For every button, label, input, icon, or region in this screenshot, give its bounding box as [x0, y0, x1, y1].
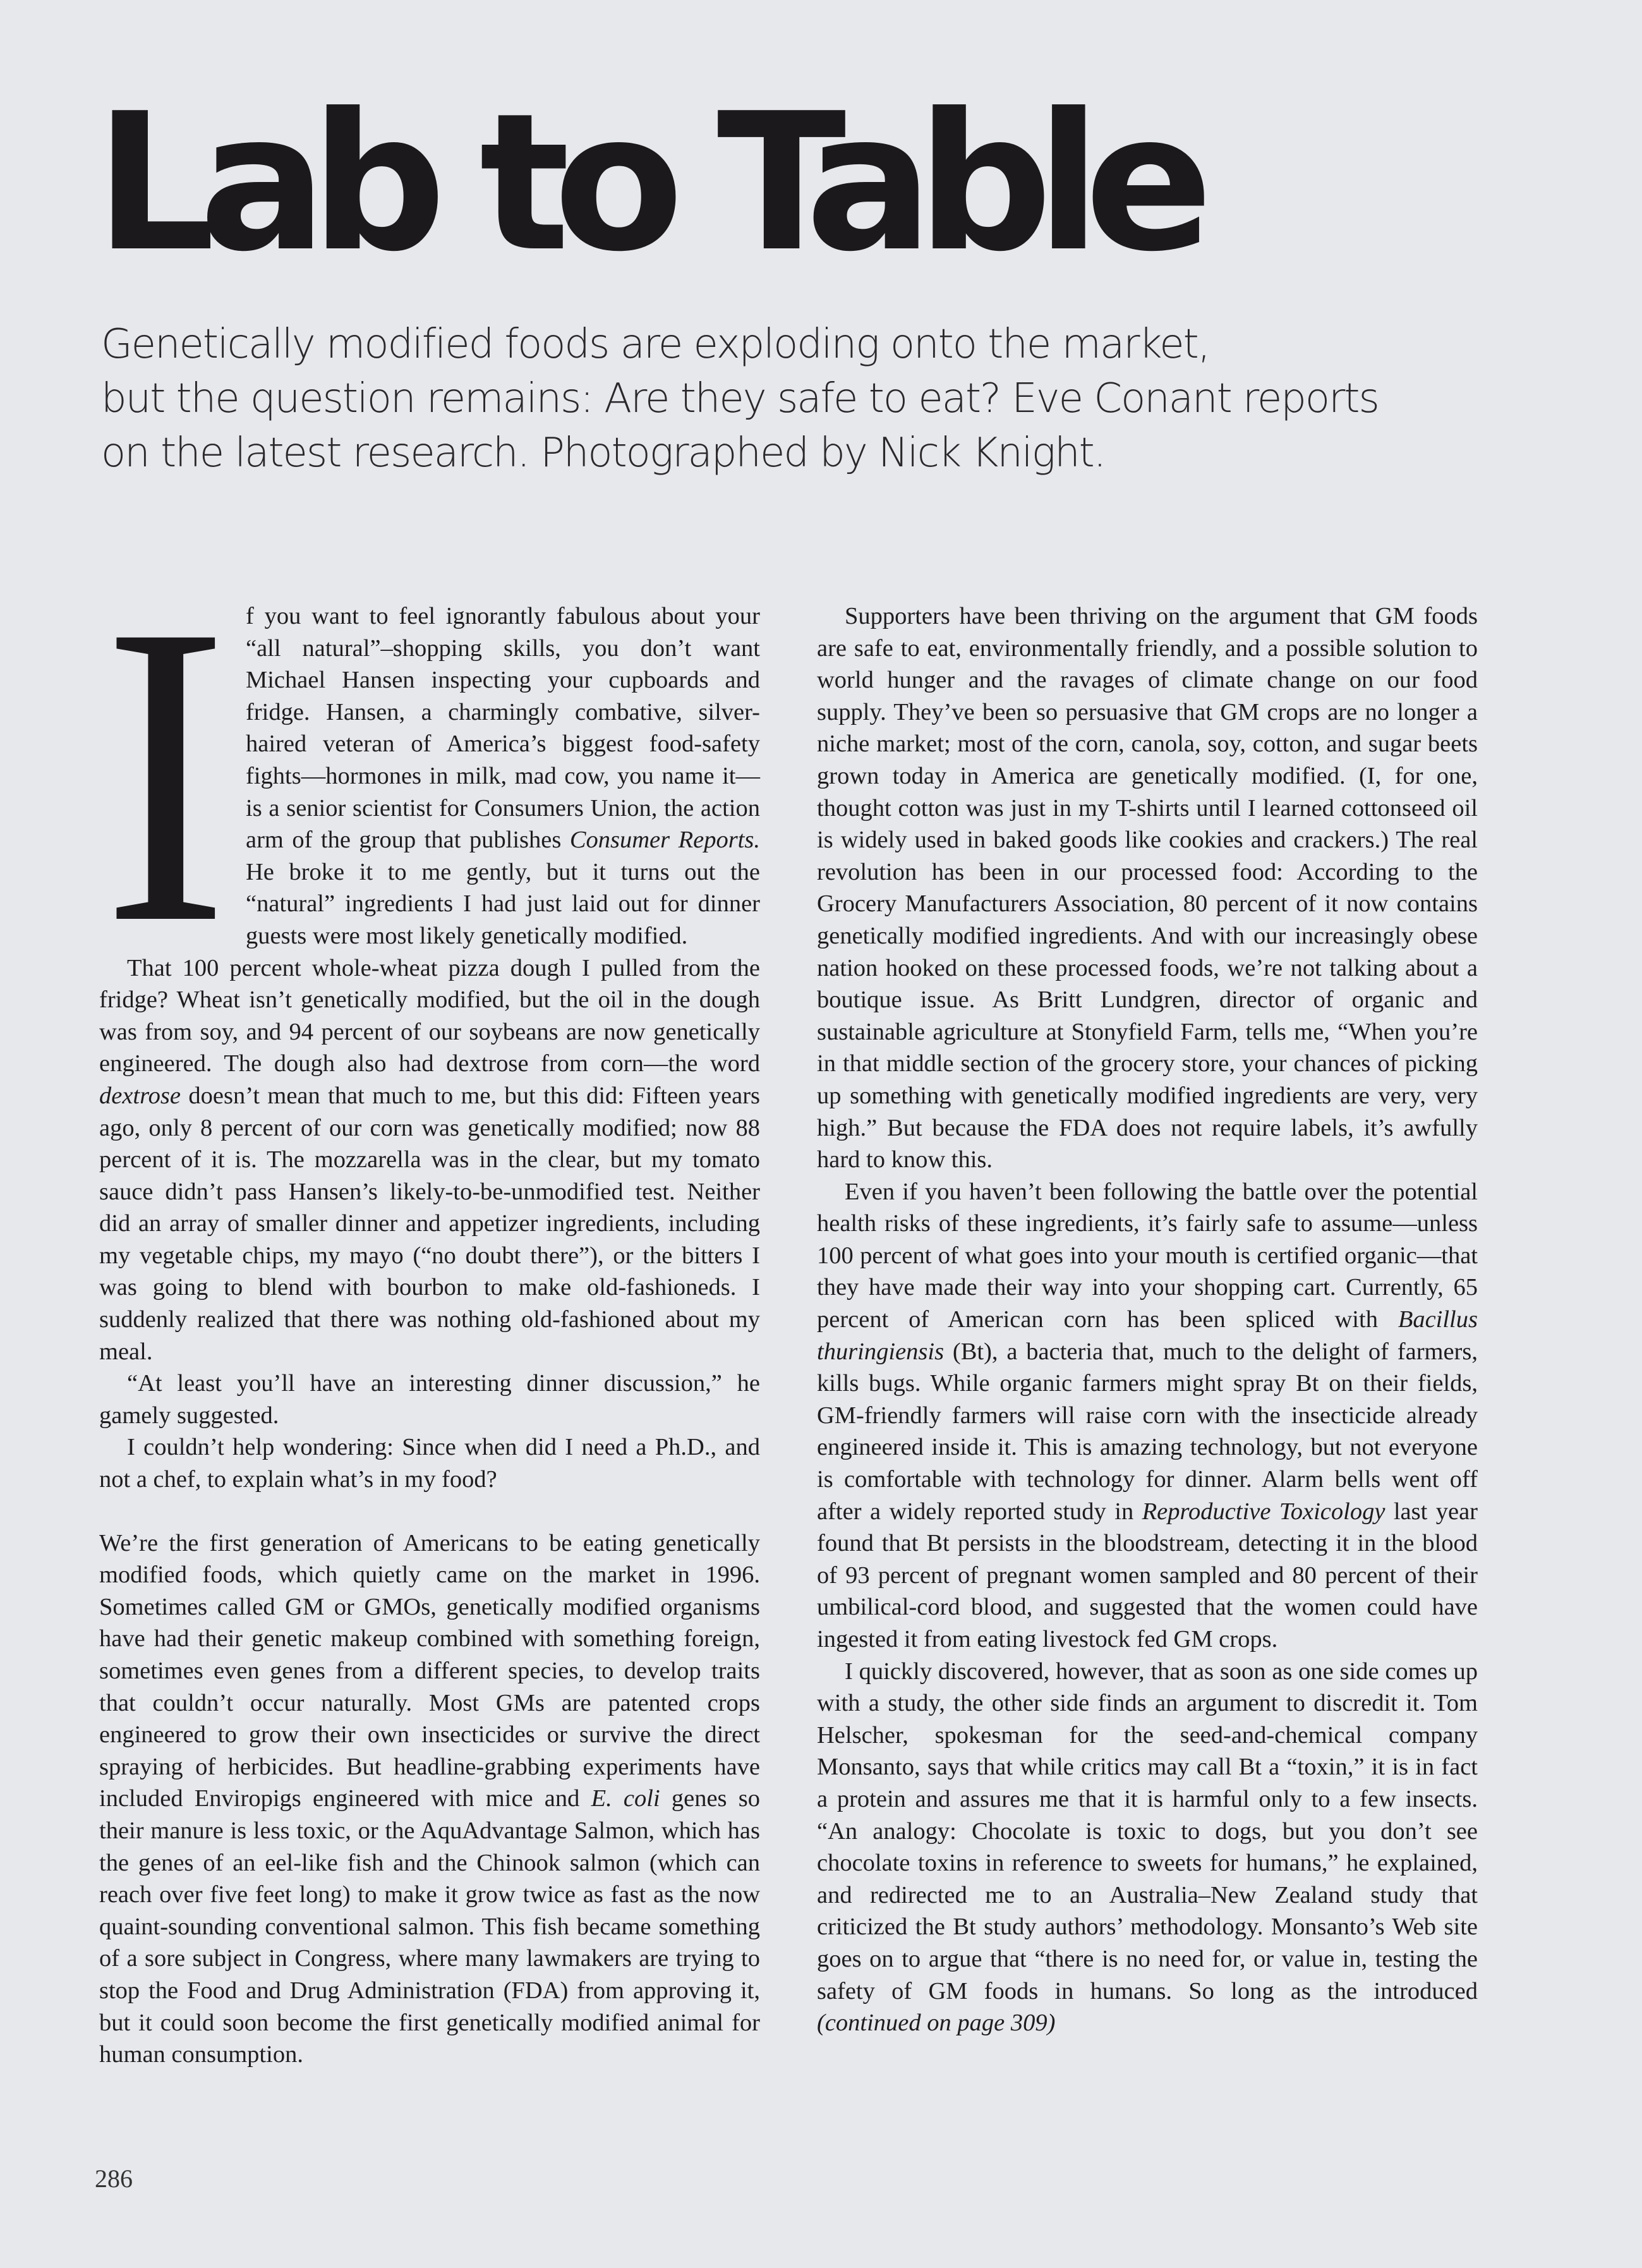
dek-line: on the latest research. Photographed by Nick Knight.: [101, 430, 1106, 476]
paragraph: I couldn’t help wondering: Since when did I need a Ph.D., and not a chef, to explain what’s in my food?: [99, 1434, 760, 1493]
paragraph: “At least you’ll have an interesting dinner discussion,” he gamely suggested.: [99, 1370, 760, 1429]
dek-line: Genetically modified foods are exploding onto the market,: [101, 321, 1210, 368]
paragraph: Supporters have been thriving on the argument that GM foods are safe to eat, environmentally friendly, and a possible solution to world hunger and the ravages of climate change on our food supply. They’ve been so persuasive that GM crops are no longer a niche market; most of the corn, canola, soy, cotton, and sugar beets grown today in America are genetically modified. (I, for one, thought cotton was just in my T-shirts until I learned cottonseed oil is widely used in baked goods like cookies and crackers.) The real revolution has been in our processed food: According to the Grocery Manufacturers Association, 80 percent of it now contains genetically modified ingredients. And with our increasingly obese nation hooked on these processed foods, we’re not talking about a boutique issue. As Britt Lundgren, director of organic and sustainable agriculture at Stonyfield Farm, tells me, “When you’re in that middle section of the grocery store, your chances of picking up something with genetically modified ingredients are very, very high.” But because the FDA does not require labels, it’s awfully hard to know this.: [817, 603, 1478, 1173]
right-column: [817, 600, 1478, 2039]
paragraph: Even if you haven’t been following the battle over the potential health risks of these ingredients, it’s fairly safe to assume—unless 100 percent of what goes into your mouth is certified organic—that they have made their way into your shopping cart. Currently, 65 percent of American corn has been spliced with Bacillus thuringiensis (Bt), a bacteria that, much to the delight of farmers, kills bugs. While organic farmers might spray Bt on their fields, GM-friendly farmers will raise corn with the insecticide already engineered inside it. This is amazing technology, but not everyone is comfortable with technology for dinner. Alarm bells went off after a widely reported study in Reproductive Toxicology last year found that Bt persists in the bloodstream, detecting it in the blood of 93 percent of pregnant women sampled and 80 percent of their umbilical-cord blood, and suggested that the women could have ingested it from eating livestock fed GM crops.: [817, 1178, 1478, 1652]
dek-line: but the question remains: Are they safe to eat? Eve Conant reports: [101, 375, 1379, 422]
dek: [101, 317, 1554, 480]
paragraph: That 100 percent whole-wheat pizza dough I pulled from the fridge? Wheat isn’t genetically modified, but the oil in the dough was from soy, and 94 percent of our soybeans are now genetically engineered. The dough also had dextrose from corn—the word dextrose doesn’t mean that much to me, but this did: Fifteen years ago, only 8 percent of our corn was genetically modified; now 88 percent of it is. The mozzarella was in the clear, but my tomato sauce didn’t pass Hansen’s likely-to-be-unmodified test. Neither did an array of smaller dinner and appetizer ingredients, including my vegetable chips, my mayo (“no doubt there”), or the bitters I was going to blend with bourbon to make old-fashioneds. I suddenly realized that there was nothing old-fashioned about my meal.: [99, 954, 760, 1365]
paragraph: We’re the first generation of Americans to be eating genetically modified foods, which quietly came on the market in 1996. Sometimes called GM or GMOs, genetically modified organisms have had their genetic makeup combined with something foreign, sometimes even genes from a different species, to develop traits that couldn’t occur naturally. Most GMs are patented crops engineered to grow their own insecticides or survive the direct spraying of herbicides. But headline-grabbing experiments have included Enviropigs engineered with mice and E. coli genes so their manure is less toxic, or the AquAdvantage Salmon, which has the genes of an eel-like fish and the Chinook salmon (which can reach over five feet long) to make it grow twice as fast as the now quaint-sounding conventional salmon. This fish became something of a sore subject in Congress, where many lawmakers are trying to stop the Food and Drug Administration (FDA) from approving it, but it could soon become the first genetically modified animal for human consumption.: [99, 1529, 760, 2068]
page-number: 286: [95, 2164, 133, 2193]
paragraph: f you want to feel ignorantly fabulous about your “all natural”–shopping skills, you don’t want Michael Hansen inspecting your cupboards and fridge. Hansen, a charmingly combative, silver-haired veteran of America’s biggest food-safety fights—hormones in milk, mad cow, you name it—is a senior scientist for Consumers Union, the action arm of the group that publishes Consumer Reports. He broke it to me gently, but it turns out the “natural” ingredients I had just laid out for dinner guests were most likely genetically modified.: [246, 603, 760, 949]
left-column: [99, 600, 760, 2071]
drop-cap: [99, 605, 232, 925]
paragraph: I quickly discovered, however, that as soon as one side comes up with a study, the other side finds an argument to discredit it. Tom Helscher, spokesman for the seed-and-chemical company Monsanto, says that while critics may call Bt a “toxin,” it is in fact a protein and assures me that it is harmful only to a few insects. “An analogy: Chocolate is toxic to dogs, but you don’t see chocolate toxins in reference to sweets for humans,” he explained, and redirected me to an Australia–New Zealand study that criticized the Bt study authors’ methodology. Monsanto’s Web site goes on to argue that “there is no need for, or value in, testing the safety of GM foods in humans. So long as the introduced (continued on page 309): [817, 1658, 1478, 2037]
headline: Lab to Table: [95, 73, 1197, 293]
continued-note[interactable]: (continued on page 309): [817, 2010, 1056, 2037]
drop-cap-letter: I: [103, 605, 228, 925]
